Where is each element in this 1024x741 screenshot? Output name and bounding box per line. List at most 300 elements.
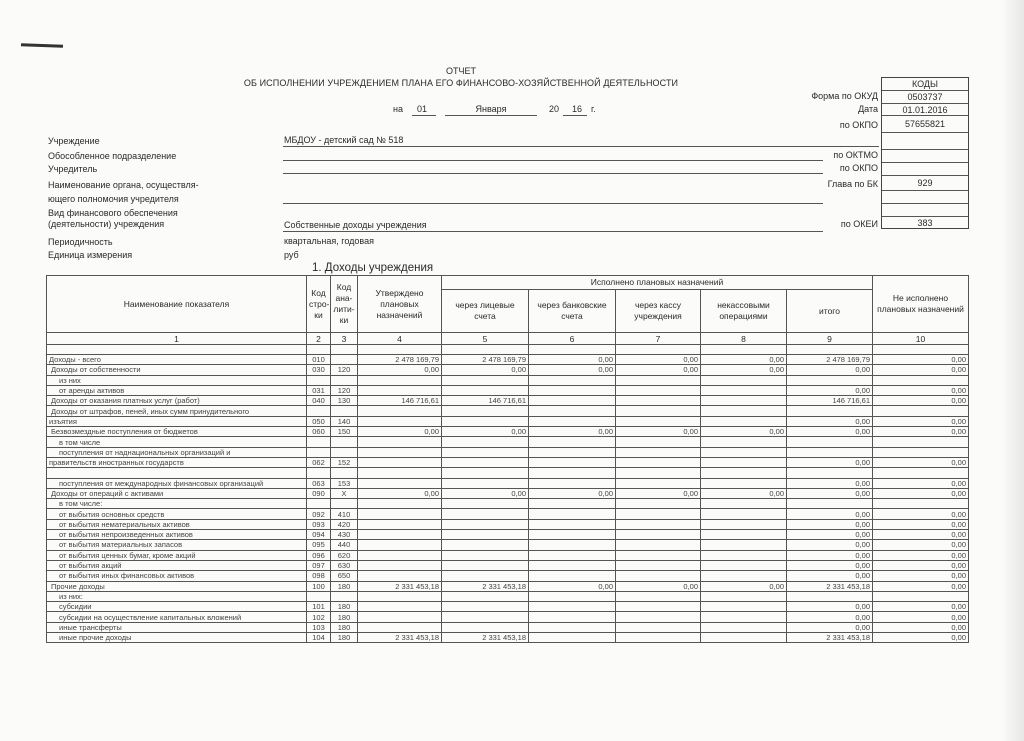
table-row	[47, 427, 969, 437]
cell-noncash	[701, 560, 787, 570]
cell-noncash: 0,00	[701, 427, 787, 437]
cell-bank	[529, 633, 616, 643]
col-num: 8	[701, 333, 787, 345]
cell-cash: 0,00	[616, 355, 701, 365]
cell-noncash	[701, 540, 787, 550]
cell-unexec: 0,00	[873, 581, 969, 591]
cell-noncash	[701, 571, 787, 581]
col-executed-group-header: Исполнено плановых назначений	[442, 276, 873, 290]
cell-line: 103	[307, 622, 331, 632]
cell-name: Доходы от штрафов, пеней, иных сумм принудительного	[47, 406, 307, 416]
cell-line: 093	[307, 519, 331, 529]
cell-cash	[616, 622, 701, 632]
table-row	[47, 519, 969, 529]
unit-value: руб	[284, 250, 299, 260]
cell-personal: 2 331 453,18	[442, 633, 529, 643]
cell-unexec: 0,00	[873, 427, 969, 437]
cell-noncash	[701, 447, 787, 457]
date-day-underline	[412, 115, 436, 116]
cell-an: 420	[331, 519, 358, 529]
cell-name: изъятия	[47, 416, 307, 426]
cell-personal	[442, 519, 529, 529]
table-row	[47, 560, 969, 570]
cell-noncash: 0,00	[701, 355, 787, 365]
table-row	[47, 571, 969, 581]
cell-approved	[358, 478, 442, 488]
date-year-suffix: 16	[572, 104, 583, 114]
cell-bank	[529, 530, 616, 540]
col-name-header: Наименование показателя	[47, 276, 307, 333]
table-row	[47, 488, 969, 498]
cell-unexec: 0,00	[873, 560, 969, 570]
okud-value: 0503737	[882, 91, 968, 104]
table-row	[47, 406, 969, 416]
cell-noncash	[701, 622, 787, 632]
cell-bank	[529, 499, 616, 509]
cell-noncash	[701, 416, 787, 426]
cell-line: 031	[307, 385, 331, 395]
cell-bank	[529, 396, 616, 406]
cell-personal	[442, 457, 529, 467]
cell-unexec	[873, 437, 969, 447]
cell-personal	[442, 468, 529, 478]
table-row	[47, 509, 969, 519]
cell-unexec: 0,00	[873, 509, 969, 519]
cell-cash	[616, 499, 701, 509]
cell-name: из них:	[47, 591, 307, 601]
cell-total	[787, 375, 873, 385]
cell-bank	[529, 540, 616, 550]
cell-bank	[529, 571, 616, 581]
cell-personal	[442, 622, 529, 632]
col-bank-header: через банковские счета	[529, 290, 616, 333]
date-label: Дата	[858, 104, 878, 114]
cell-name: поступления от международных финансовых организаций	[47, 478, 307, 488]
cell-line	[307, 437, 331, 447]
table-row	[47, 447, 969, 457]
cell-approved	[358, 612, 442, 622]
cell-noncash: 0,00	[701, 488, 787, 498]
cell-approved: 0,00	[358, 427, 442, 437]
cell-name: поступления от наднациональных организаций и	[47, 447, 307, 457]
bk-value: 929	[882, 176, 968, 191]
date-year-word: г.	[591, 104, 596, 114]
cell-noncash: 0,00	[701, 581, 787, 591]
cell-personal	[442, 550, 529, 560]
cell-cash: 0,00	[616, 488, 701, 498]
cell-personal: 0,00	[442, 427, 529, 437]
col-num: 9	[787, 333, 873, 345]
col-line-header: Код стро- ки	[307, 276, 331, 333]
cell-approved	[358, 437, 442, 447]
cell-line: 102	[307, 612, 331, 622]
cell-total: 0,00	[787, 612, 873, 622]
cell-personal	[442, 540, 529, 550]
cell-approved: 2 331 453,18	[358, 581, 442, 591]
cell-cash	[616, 385, 701, 395]
cell-total	[787, 437, 873, 447]
cell-an	[331, 437, 358, 447]
cell-total: 0,00	[787, 509, 873, 519]
cell-personal: 2 478 169,79	[442, 355, 529, 365]
cell-line: 063	[307, 478, 331, 488]
cell-cash	[616, 457, 701, 467]
cell-cash	[616, 519, 701, 529]
cell-approved	[358, 406, 442, 416]
table-row	[47, 550, 969, 560]
cell-line	[307, 406, 331, 416]
spacer-row	[47, 345, 969, 355]
col-num: 3	[331, 333, 358, 345]
cell-name: от выбытия акций	[47, 560, 307, 570]
spacer-cell	[358, 345, 442, 355]
cell-noncash	[701, 457, 787, 467]
cell-bank	[529, 478, 616, 488]
cell-noncash	[701, 375, 787, 385]
cell-bank: 0,00	[529, 427, 616, 437]
cell-name: иные трансферты	[47, 622, 307, 632]
date-month: Января	[475, 104, 507, 114]
cell-cash	[616, 550, 701, 560]
cell-line: 104	[307, 633, 331, 643]
date-value: 01.01.2016	[882, 104, 968, 117]
cell-bank	[529, 447, 616, 457]
cell-total: 0,00	[787, 519, 873, 529]
cell-noncash	[701, 437, 787, 447]
cell-total: 0,00	[787, 530, 873, 540]
income-table	[46, 275, 969, 643]
cell-name: в том числе	[47, 437, 307, 447]
cell-an: 140	[331, 416, 358, 426]
cell-unexec: 0,00	[873, 540, 969, 550]
date-month-underline	[445, 115, 537, 116]
cell-an: 180	[331, 602, 358, 612]
authority-underline	[283, 203, 823, 204]
spacer-cell	[529, 345, 616, 355]
cell-approved: 2 478 169,79	[358, 355, 442, 365]
cell-noncash	[701, 633, 787, 643]
cell-unexec: 0,00	[873, 571, 969, 581]
okpo-label: по ОКПО	[839, 120, 878, 130]
cell-unexec: 0,00	[873, 530, 969, 540]
cell-approved	[358, 540, 442, 550]
cell-cash	[616, 612, 701, 622]
cell-an: 153	[331, 478, 358, 488]
table-row	[47, 468, 969, 478]
cell-line: 040	[307, 396, 331, 406]
cell-personal	[442, 478, 529, 488]
cell-noncash	[701, 406, 787, 416]
cell-total: 0,00	[787, 622, 873, 632]
cell-personal	[442, 499, 529, 509]
oktmo-value	[882, 150, 968, 163]
col-unexecuted-header: Не исполнено плановых назначений	[873, 276, 969, 333]
cell-noncash: 0,00	[701, 365, 787, 375]
unit-label: Единица измерения	[48, 250, 133, 260]
section-title: 1. Доходы учреждения	[312, 262, 434, 274]
report-subtitle: ОБ ИСПОЛНЕНИИ УЧРЕЖДЕНИЕМ ПЛАНА ЕГО ФИНАНСОВО-ХОЗЯЙСТВЕННОЙ ДЕЯТЕЛЬНОСТИ	[243, 78, 679, 88]
cell-bank: 0,00	[529, 488, 616, 498]
cell-cash	[616, 468, 701, 478]
codes-box	[881, 77, 969, 229]
cell-an	[331, 468, 358, 478]
cell-noncash	[701, 550, 787, 560]
table-row	[47, 622, 969, 632]
cell-total: 0,00	[787, 385, 873, 395]
cell-personal	[442, 591, 529, 601]
cell-bank	[529, 622, 616, 632]
cell-total: 0,00	[787, 427, 873, 437]
cell-line: 094	[307, 530, 331, 540]
bk-label: Глава по БК	[827, 179, 878, 189]
column-numbers-row	[47, 333, 969, 345]
cell-bank: 0,00	[529, 365, 616, 375]
cell-an: 430	[331, 530, 358, 540]
cell-bank	[529, 509, 616, 519]
cell-total: 0,00	[787, 602, 873, 612]
codes-heading: КОДЫ	[882, 78, 968, 91]
spacer-cell	[787, 345, 873, 355]
cell-line: 030	[307, 365, 331, 375]
cell-an: 180	[331, 622, 358, 632]
cell-name: субсидии	[47, 602, 307, 612]
table-row	[47, 385, 969, 395]
col-num: 10	[873, 333, 969, 345]
cell-unexec: 0,00	[873, 602, 969, 612]
cell-name: субсидии на осуществление капитальных вложений	[47, 612, 307, 622]
cell-name: Доходы от собственности	[47, 365, 307, 375]
cell-unexec	[873, 406, 969, 416]
cell-approved	[358, 571, 442, 581]
table-row	[47, 437, 969, 447]
cell-approved	[358, 519, 442, 529]
page-edge	[1002, 0, 1024, 741]
founder-label: Учредитель	[48, 164, 98, 174]
cell-cash	[616, 591, 701, 601]
cell-noncash	[701, 530, 787, 540]
cell-an	[331, 406, 358, 416]
cell-line	[307, 468, 331, 478]
cell-cash: 0,00	[616, 427, 701, 437]
cell-an: 120	[331, 365, 358, 375]
authority-label-1: Наименование органа, осуществля-	[48, 180, 199, 190]
cell-approved	[358, 447, 442, 457]
cell-approved	[358, 416, 442, 426]
empty-code-row	[882, 133, 968, 150]
cell-name: Прочие доходы	[47, 581, 307, 591]
date-day: 01	[417, 104, 428, 114]
table-row	[47, 355, 969, 365]
cell-personal	[442, 509, 529, 519]
cell-noncash	[701, 468, 787, 478]
cell-approved	[358, 499, 442, 509]
table-row	[47, 416, 969, 426]
cell-cash	[616, 571, 701, 581]
cell-personal	[442, 530, 529, 540]
cell-name: от выбытия ценных бумаг, кроме акций	[47, 550, 307, 560]
empty-code-row-3	[882, 204, 968, 217]
cell-line: 010	[307, 355, 331, 365]
cell-bank: 0,00	[529, 355, 616, 365]
cell-line: 100	[307, 581, 331, 591]
cell-approved: 2 331 453,18	[358, 633, 442, 643]
cell-unexec: 0,00	[873, 550, 969, 560]
cell-unexec	[873, 375, 969, 385]
cell-personal	[442, 602, 529, 612]
cell-an	[331, 499, 358, 509]
subdivision-underline	[283, 160, 823, 161]
cell-name: Доходы - всего	[47, 355, 307, 365]
okpo-value: 57655821	[882, 116, 968, 133]
cell-approved	[358, 468, 442, 478]
cell-total	[787, 406, 873, 416]
cell-approved	[358, 530, 442, 540]
cell-an: X	[331, 488, 358, 498]
cell-total: 0,00	[787, 550, 873, 560]
cell-personal	[442, 571, 529, 581]
cell-name: от выбытия основных средств	[47, 509, 307, 519]
cell-total: 2 331 453,18	[787, 633, 873, 643]
cell-approved: 0,00	[358, 488, 442, 498]
periodicity-label: Периодичность	[48, 237, 113, 247]
table-row	[47, 581, 969, 591]
cell-cash	[616, 530, 701, 540]
col-num: 7	[616, 333, 701, 345]
table-row	[47, 457, 969, 467]
table-row	[47, 530, 969, 540]
spacer-cell	[331, 345, 358, 355]
cell-bank	[529, 375, 616, 385]
cell-total: 0,00	[787, 365, 873, 375]
cell-approved	[358, 622, 442, 632]
cell-unexec: 0,00	[873, 612, 969, 622]
cell-approved	[358, 560, 442, 570]
cell-name: от выбытия материальных запасов	[47, 540, 307, 550]
table-row	[47, 365, 969, 375]
cell-bank	[529, 560, 616, 570]
cell-line: 050	[307, 416, 331, 426]
cell-personal	[442, 416, 529, 426]
cell-line: 090	[307, 488, 331, 498]
cell-an	[331, 375, 358, 385]
cell-unexec: 0,00	[873, 416, 969, 426]
cell-an: 620	[331, 550, 358, 560]
spacer-cell	[873, 345, 969, 355]
cell-unexec: 0,00	[873, 365, 969, 375]
cell-approved	[358, 509, 442, 519]
cell-cash	[616, 509, 701, 519]
date-prefix: на	[393, 104, 403, 114]
col-noncash-header: некассовыми операциями	[701, 290, 787, 333]
cell-name: от аренды активов	[47, 385, 307, 395]
cell-line: 101	[307, 602, 331, 612]
cell-an: 650	[331, 571, 358, 581]
col-num: 2	[307, 333, 331, 345]
cell-cash	[616, 540, 701, 550]
funding-underline	[283, 231, 823, 232]
cell-approved	[358, 385, 442, 395]
funding-label-1: Вид финансового обеспечения	[48, 208, 178, 218]
cell-approved	[358, 457, 442, 467]
cell-name: Доходы от операций с активами	[47, 488, 307, 498]
cell-personal	[442, 560, 529, 570]
cell-an: 180	[331, 633, 358, 643]
cell-name: в том числе:	[47, 499, 307, 509]
spacer-cell	[616, 345, 701, 355]
cell-line	[307, 499, 331, 509]
cell-an: 120	[331, 385, 358, 395]
table-body	[47, 355, 969, 643]
cell-unexec: 0,00	[873, 385, 969, 395]
funding-value: Собственные доходы учреждения	[284, 220, 427, 230]
cell-line	[307, 375, 331, 385]
cell-total: 2 478 169,79	[787, 355, 873, 365]
cell-name: Доходы от оказания платных услуг (работ)	[47, 396, 307, 406]
cell-bank: 0,00	[529, 581, 616, 591]
cell-an: 180	[331, 612, 358, 622]
cell-personal	[442, 612, 529, 622]
cell-line: 060	[307, 427, 331, 437]
cell-noncash	[701, 478, 787, 488]
funding-label-2: (деятельности) учреждения	[48, 219, 165, 229]
cell-cash: 0,00	[616, 581, 701, 591]
cell-cash: 0,00	[616, 365, 701, 375]
cell-name: от выбытия иных финансовых активов	[47, 571, 307, 581]
cell-unexec: 0,00	[873, 488, 969, 498]
cell-personal: 0,00	[442, 488, 529, 498]
cell-line: 095	[307, 540, 331, 550]
col-cash-header: через кассу учреждения	[616, 290, 701, 333]
cell-personal	[442, 406, 529, 416]
cell-total: 0,00	[787, 478, 873, 488]
cell-personal: 146 716,61	[442, 396, 529, 406]
cell-personal: 2 331 453,18	[442, 581, 529, 591]
cell-cash	[616, 396, 701, 406]
header-row-1	[47, 276, 969, 290]
cell-name: из них	[47, 375, 307, 385]
cell-an	[331, 591, 358, 601]
cell-bank	[529, 416, 616, 426]
cell-bank	[529, 406, 616, 416]
col-num: 5	[442, 333, 529, 345]
cell-unexec: 0,00	[873, 478, 969, 488]
cell-name: от выбытия непроизведенных активов	[47, 530, 307, 540]
cell-noncash	[701, 396, 787, 406]
cell-unexec	[873, 447, 969, 457]
institution-label: Учреждение	[48, 136, 100, 146]
oktmo-label: по ОКТМО	[833, 150, 878, 160]
col-num: 4	[358, 333, 442, 345]
cell-total: 0,00	[787, 571, 873, 581]
cell-unexec: 0,00	[873, 633, 969, 643]
cell-name: правительств иностранных государств	[47, 457, 307, 467]
cell-bank	[529, 385, 616, 395]
col-analytic-header: Код ана- лити- ки	[331, 276, 358, 333]
cell-approved	[358, 591, 442, 601]
cell-cash	[616, 375, 701, 385]
col-personal-header: через лицевые счета	[442, 290, 529, 333]
cell-noncash	[701, 591, 787, 601]
okpo2-label: по ОКПО	[839, 163, 878, 173]
cell-bank	[529, 550, 616, 560]
cell-total	[787, 591, 873, 601]
cell-bank	[529, 437, 616, 447]
cell-line: 092	[307, 509, 331, 519]
cell-noncash	[701, 612, 787, 622]
cell-name: от выбытия нематериальных активов	[47, 519, 307, 529]
cell-total: 2 331 453,18	[787, 581, 873, 591]
table-row	[47, 612, 969, 622]
